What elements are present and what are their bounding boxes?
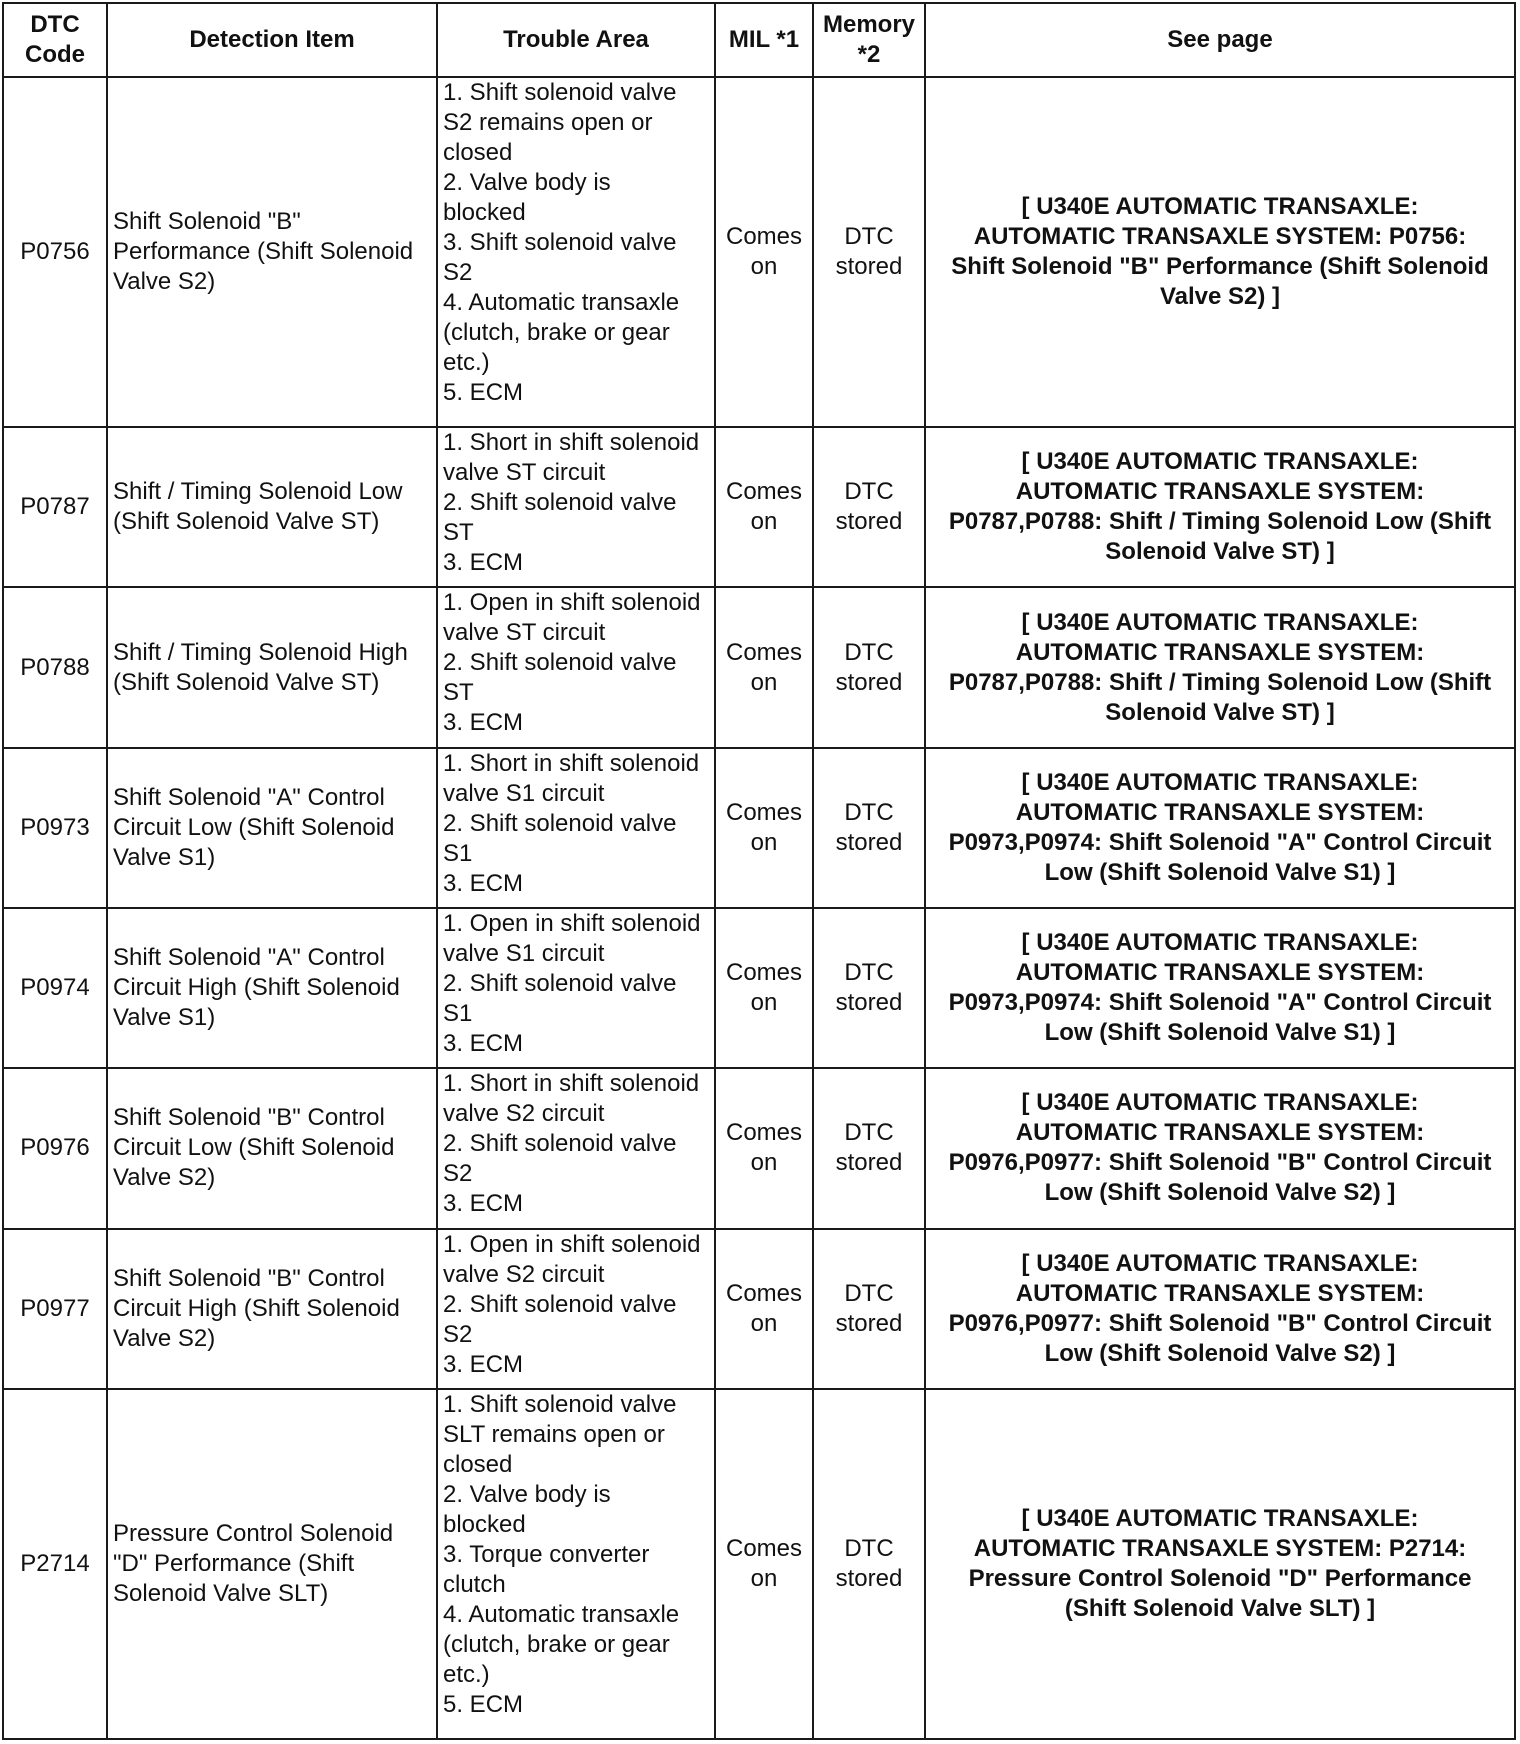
table-row bbox=[3, 748, 1515, 908]
trouble-area-cell: 1. Open in shift solenoid valve ST circuit 2. Shift solenoid valve ST 3. ECM bbox=[437, 587, 715, 747]
table-row bbox=[3, 427, 1515, 587]
trouble-area-cell: 1. Short in shift solenoid valve ST circuit 2. Shift solenoid valve ST 3. ECM bbox=[437, 427, 715, 587]
header-row bbox=[3, 3, 1515, 77]
trouble-area-cell: 1. Shift solenoid valve SLT remains open or closed 2. Valve body is blocked 3. Torque converter clutch 4. Automatic transaxle (clutch, brake or gear etc.) 5. ECM bbox=[437, 1389, 715, 1739]
dtc-code-cell: P0787 bbox=[3, 427, 107, 587]
memory-cell: DTC stored bbox=[813, 1389, 925, 1739]
memory-cell: DTC stored bbox=[813, 1068, 925, 1228]
see-page-link[interactable]: [ U340E AUTOMATIC TRANSAXLE: AUTOMATIC TRANSAXLE SYSTEM: P0787,P0788: Shift / Timing Solenoid Low (Shift Solenoid Valve ST) ] bbox=[925, 427, 1515, 587]
dtc-code-cell: P0973 bbox=[3, 748, 107, 908]
memory-cell: DTC stored bbox=[813, 427, 925, 587]
trouble-area-cell: 1. Short in shift solenoid valve S2 circuit 2. Shift solenoid valve S2 3. ECM bbox=[437, 1068, 715, 1228]
trouble-area-cell: 1. Shift solenoid valve S2 remains open or closed 2. Valve body is blocked 3. Shift solenoid valve S2 4. Automatic transaxle (clutch, brake or gear etc.) 5. ECM bbox=[437, 77, 715, 427]
detection-item-cell: Shift Solenoid "B" Control Circuit High (Shift Solenoid Valve S2) bbox=[107, 1229, 437, 1389]
table-row bbox=[3, 587, 1515, 747]
detection-item-cell: Shift / Timing Solenoid High (Shift Solenoid Valve ST) bbox=[107, 587, 437, 747]
dtc-code-cell: P2714 bbox=[3, 1389, 107, 1739]
see-page-link[interactable]: [ U340E AUTOMATIC TRANSAXLE: AUTOMATIC TRANSAXLE SYSTEM: P0973,P0974: Shift Solenoid "A" Control Circuit Low (Shift Solenoid Valve S1) ] bbox=[925, 908, 1515, 1068]
mil-cell: Comes on bbox=[715, 1068, 813, 1228]
detection-item-cell: Shift Solenoid "B" Performance (Shift Solenoid Valve S2) bbox=[107, 77, 437, 427]
header-memory: Memory *2 bbox=[813, 3, 925, 77]
dtc-code-cell: P0976 bbox=[3, 1068, 107, 1228]
trouble-area-cell: 1. Open in shift solenoid valve S1 circuit 2. Shift solenoid valve S1 3. ECM bbox=[437, 908, 715, 1068]
header-detection-item: Detection Item bbox=[107, 3, 437, 77]
mil-cell: Comes on bbox=[715, 587, 813, 747]
table-row bbox=[3, 1389, 1515, 1739]
detection-item-cell: Shift / Timing Solenoid Low (Shift Solenoid Valve ST) bbox=[107, 427, 437, 587]
memory-cell: DTC stored bbox=[813, 587, 925, 747]
dtc-table bbox=[2, 2, 1516, 1740]
mil-cell: Comes on bbox=[715, 1389, 813, 1739]
mil-cell: Comes on bbox=[715, 748, 813, 908]
dtc-code-cell: P0788 bbox=[3, 587, 107, 747]
see-page-link[interactable]: [ U340E AUTOMATIC TRANSAXLE: AUTOMATIC TRANSAXLE SYSTEM: P0756: Shift Solenoid "B" Performance (Shift Solenoid Valve S2) ] bbox=[925, 77, 1515, 427]
header-mil: MIL *1 bbox=[715, 3, 813, 77]
detection-item-cell: Pressure Control Solenoid "D" Performance (Shift Solenoid Valve SLT) bbox=[107, 1389, 437, 1739]
header-trouble-area: Trouble Area bbox=[437, 3, 715, 77]
see-page-link[interactable]: [ U340E AUTOMATIC TRANSAXLE: AUTOMATIC TRANSAXLE SYSTEM: P2714: Pressure Control Solenoid "D" Performance (Shift Solenoid Valve SLT) ] bbox=[925, 1389, 1515, 1739]
see-page-link[interactable]: [ U340E AUTOMATIC TRANSAXLE: AUTOMATIC TRANSAXLE SYSTEM: P0787,P0788: Shift / Timing Solenoid Low (Shift Solenoid Valve ST) ] bbox=[925, 587, 1515, 747]
see-page-link[interactable]: [ U340E AUTOMATIC TRANSAXLE: AUTOMATIC TRANSAXLE SYSTEM: P0976,P0977: Shift Solenoid "B" Control Circuit Low (Shift Solenoid Valve S2) ] bbox=[925, 1229, 1515, 1389]
mil-cell: Comes on bbox=[715, 908, 813, 1068]
see-page-link[interactable]: [ U340E AUTOMATIC TRANSAXLE: AUTOMATIC TRANSAXLE SYSTEM: P0973,P0974: Shift Solenoid "A" Control Circuit Low (Shift Solenoid Valve S1) ] bbox=[925, 748, 1515, 908]
header-dtc-code: DTC Code bbox=[3, 3, 107, 77]
table-row bbox=[3, 77, 1515, 427]
memory-cell: DTC stored bbox=[813, 908, 925, 1068]
memory-cell: DTC stored bbox=[813, 748, 925, 908]
detection-item-cell: Shift Solenoid "A" Control Circuit High (Shift Solenoid Valve S1) bbox=[107, 908, 437, 1068]
dtc-code-cell: P0977 bbox=[3, 1229, 107, 1389]
dtc-code-cell: P0974 bbox=[3, 908, 107, 1068]
see-page-link[interactable]: [ U340E AUTOMATIC TRANSAXLE: AUTOMATIC TRANSAXLE SYSTEM: P0976,P0977: Shift Solenoid "B" Control Circuit Low (Shift Solenoid Valve S2) ] bbox=[925, 1068, 1515, 1228]
mil-cell: Comes on bbox=[715, 1229, 813, 1389]
mil-cell: Comes on bbox=[715, 427, 813, 587]
detection-item-cell: Shift Solenoid "B" Control Circuit Low (Shift Solenoid Valve S2) bbox=[107, 1068, 437, 1228]
detection-item-cell: Shift Solenoid "A" Control Circuit Low (Shift Solenoid Valve S1) bbox=[107, 748, 437, 908]
dtc-code-cell: P0756 bbox=[3, 77, 107, 427]
header-see-page: See page bbox=[925, 3, 1515, 77]
table-row bbox=[3, 1229, 1515, 1389]
table-row bbox=[3, 908, 1515, 1068]
dtc-table-wrapper bbox=[2, 2, 1516, 1740]
trouble-area-cell: 1. Open in shift solenoid valve S2 circuit 2. Shift solenoid valve S2 3. ECM bbox=[437, 1229, 715, 1389]
table-row bbox=[3, 1068, 1515, 1228]
trouble-area-cell: 1. Short in shift solenoid valve S1 circuit 2. Shift solenoid valve S1 3. ECM bbox=[437, 748, 715, 908]
mil-cell: Comes on bbox=[715, 77, 813, 427]
dtc-table-body bbox=[3, 77, 1515, 1739]
memory-cell: DTC stored bbox=[813, 1229, 925, 1389]
memory-cell: DTC stored bbox=[813, 77, 925, 427]
